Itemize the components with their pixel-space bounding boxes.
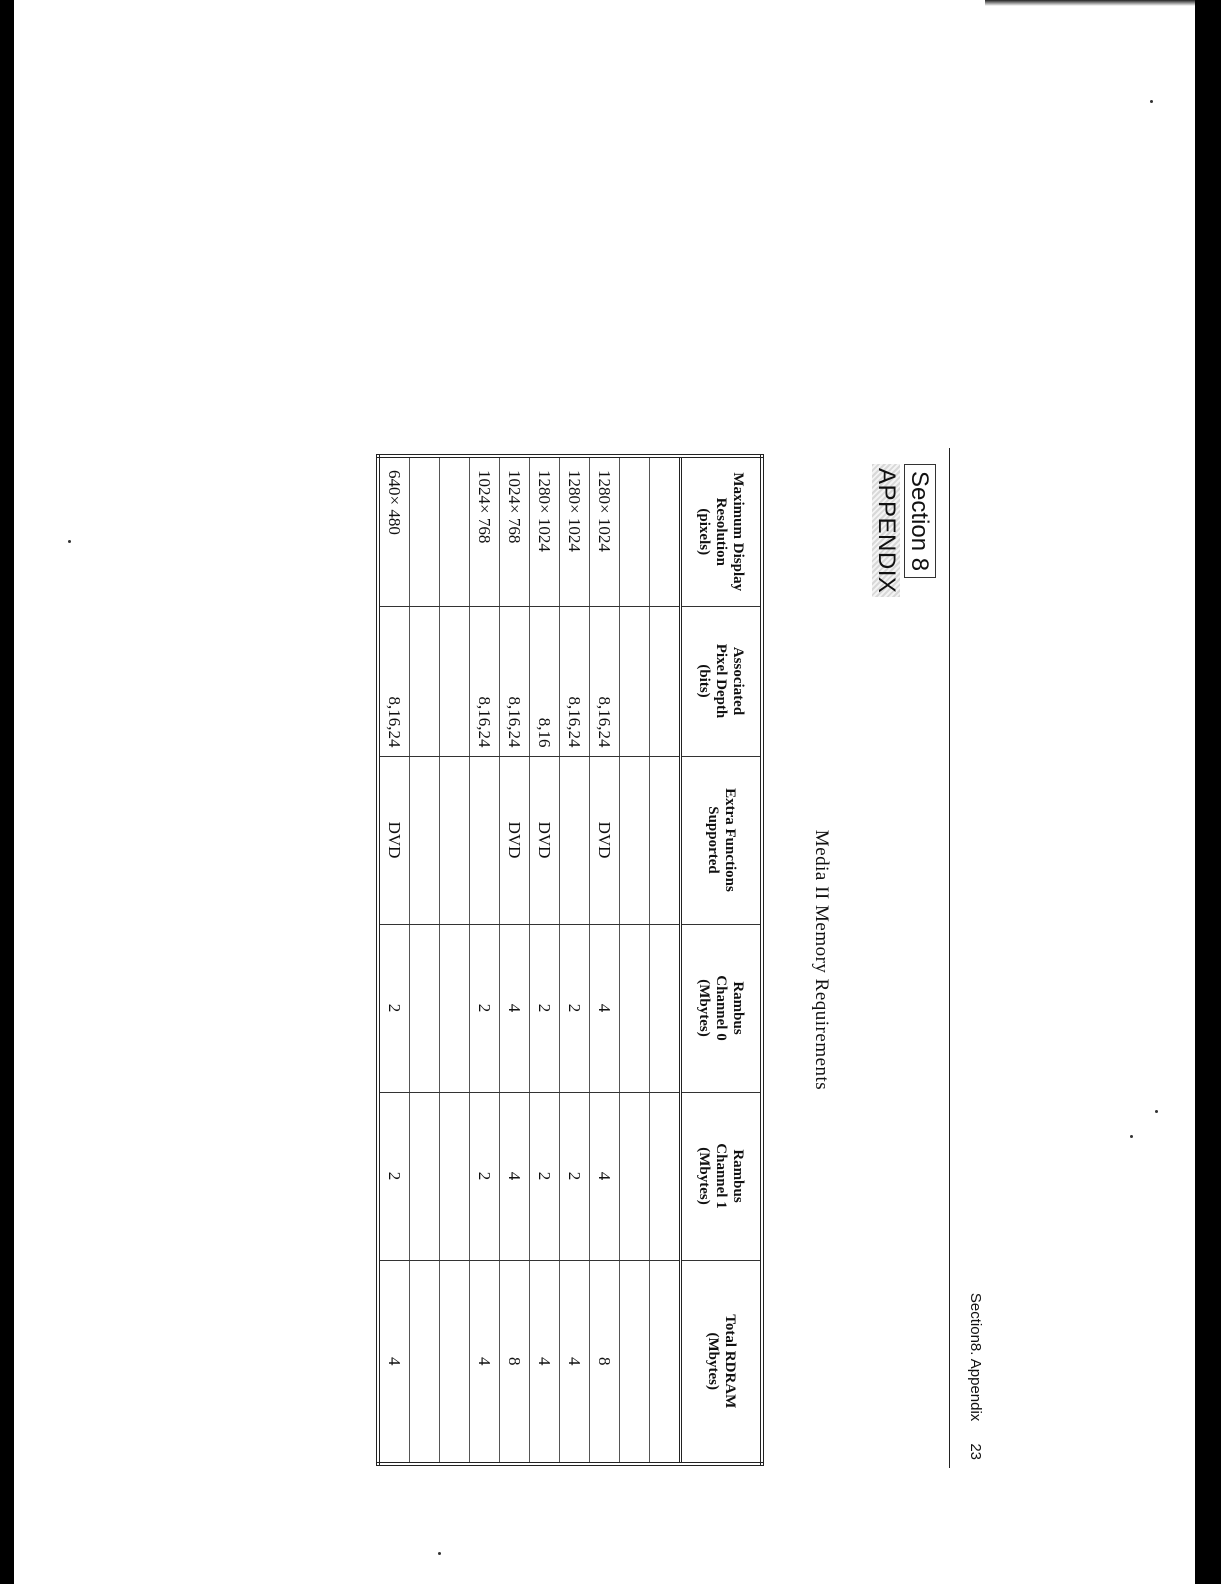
table-row xyxy=(590,456,620,1464)
section-label: Section 8 xyxy=(904,464,936,578)
cell-resolution: 1280× 1024 xyxy=(590,456,620,606)
cell-total: 8 xyxy=(590,1260,620,1464)
cell-total: 8 xyxy=(500,1260,530,1464)
table-row xyxy=(620,456,650,1464)
header-line: Rambus xyxy=(730,981,747,1035)
scan-edge-right xyxy=(1195,0,1221,1584)
cell-total xyxy=(440,1260,470,1464)
cell-channel-0: 4 xyxy=(500,924,530,1092)
cell-channel-1: 4 xyxy=(500,1092,530,1260)
scan-edge-left xyxy=(0,0,14,1584)
cell-channel-0: 2 xyxy=(560,924,590,1092)
cell-channel-1: 2 xyxy=(470,1092,500,1260)
cell-resolution: 640× 480 xyxy=(378,456,410,606)
rotated-page xyxy=(350,440,984,1480)
running-head-section: Section8. Appendix xyxy=(967,1292,984,1422)
header-line: Channel 1 xyxy=(713,1143,730,1209)
cell-channel-0 xyxy=(440,924,470,1092)
table-row xyxy=(650,456,681,1464)
table-row xyxy=(378,456,410,1464)
header-line: (bits) xyxy=(696,664,713,698)
header-rule xyxy=(949,448,950,1468)
cell-resolution: 1280× 1024 xyxy=(530,456,560,606)
cell-channel-1: 4 xyxy=(590,1092,620,1260)
header-line: Channel 0 xyxy=(713,975,730,1041)
cell-channel-1: 2 xyxy=(560,1092,590,1260)
cell-total xyxy=(410,1260,440,1464)
cell-channel-1: 2 xyxy=(530,1092,560,1260)
col-header-resolution xyxy=(681,456,763,606)
cell-channel-1 xyxy=(650,1092,681,1260)
table-header-row xyxy=(681,456,763,1464)
cell-total xyxy=(620,1260,650,1464)
cell-extra-functions: DVD xyxy=(530,756,560,924)
col-header-pixel-depth xyxy=(681,606,763,756)
cell-channel-1 xyxy=(620,1092,650,1260)
table-row xyxy=(530,456,560,1464)
header-line: Supported xyxy=(705,806,721,874)
cell-extra-functions xyxy=(650,756,681,924)
table-row xyxy=(470,456,500,1464)
cell-extra-functions xyxy=(560,756,590,924)
cell-extra-functions xyxy=(410,756,440,924)
col-header-extra-functions xyxy=(681,756,763,924)
cell-extra-functions xyxy=(440,756,470,924)
cell-resolution xyxy=(410,456,440,606)
cell-extra-functions: DVD xyxy=(378,756,410,924)
cell-pixel-depth: 8,16 xyxy=(530,606,560,756)
scan-speck xyxy=(68,540,71,543)
header-line: (Mbytes) xyxy=(696,1147,713,1205)
col-header-channel-1 xyxy=(681,1092,763,1260)
cell-total: 4 xyxy=(560,1260,590,1464)
header-line: Maximum Display xyxy=(730,472,747,592)
cell-channel-0: 2 xyxy=(470,924,500,1092)
cell-extra-functions xyxy=(620,756,650,924)
header-line: Resolution xyxy=(713,497,730,566)
running-head xyxy=(967,1293,984,1460)
cell-pixel-depth xyxy=(620,606,650,756)
scan-speck xyxy=(1155,1110,1158,1113)
header-line: Extra Functions xyxy=(722,788,738,892)
cell-extra-functions: DVD xyxy=(590,756,620,924)
page-number: 23 xyxy=(967,1443,984,1460)
cell-resolution xyxy=(620,456,650,606)
cell-resolution: 1280× 1024 xyxy=(560,456,590,606)
cell-pixel-depth xyxy=(650,606,681,756)
cell-resolution: 1024× 768 xyxy=(470,456,500,606)
cell-channel-1 xyxy=(440,1092,470,1260)
cell-pixel-depth: 8,16,24 xyxy=(500,606,530,756)
scan-speck xyxy=(1130,1135,1133,1138)
cell-total xyxy=(650,1260,681,1464)
cell-resolution: 1024× 768 xyxy=(500,456,530,606)
cell-pixel-depth: 8,16,24 xyxy=(560,606,590,756)
col-header-total-rdram xyxy=(681,1260,763,1464)
cell-pixel-depth: 8,16,24 xyxy=(470,606,500,756)
cell-pixel-depth: 8,16,24 xyxy=(378,606,410,756)
cell-total: 4 xyxy=(470,1260,500,1464)
header-line: Total RDRAM xyxy=(722,1314,738,1409)
header-line: Rambus xyxy=(730,1149,747,1203)
cell-channel-1: 2 xyxy=(378,1092,410,1260)
cell-channel-0 xyxy=(620,924,650,1092)
cell-channel-0: 2 xyxy=(378,924,410,1092)
cell-extra-functions xyxy=(470,756,500,924)
header-line: Pixel Depth xyxy=(713,643,730,719)
cell-channel-0 xyxy=(410,924,440,1092)
cell-extra-functions: DVD xyxy=(500,756,530,924)
header-line: (Mbytes) xyxy=(696,979,713,1037)
cell-pixel-depth: 8,16,24 xyxy=(590,606,620,756)
appendix-heading: APPENDIX xyxy=(872,464,900,597)
table-row xyxy=(500,456,530,1464)
cell-total: 4 xyxy=(378,1260,410,1464)
cell-resolution xyxy=(650,456,681,606)
scan-edge-top xyxy=(985,0,1195,6)
header-line: (pixels) xyxy=(696,508,713,556)
table-row xyxy=(410,456,440,1464)
header-line: (Mbytes) xyxy=(705,1332,721,1390)
scan-speck xyxy=(1150,100,1153,103)
cell-channel-0: 4 xyxy=(590,924,620,1092)
header-line: Associated xyxy=(730,646,747,716)
cell-channel-0 xyxy=(650,924,681,1092)
table-row xyxy=(440,456,470,1464)
cell-channel-0: 2 xyxy=(530,924,560,1092)
cell-pixel-depth xyxy=(410,606,440,756)
cell-total: 4 xyxy=(530,1260,560,1464)
cell-channel-1 xyxy=(410,1092,440,1260)
memory-requirements-table xyxy=(376,454,764,1466)
table-title: Media II Memory Requirements xyxy=(811,829,832,1091)
scan-speck xyxy=(438,1552,441,1555)
table-row xyxy=(560,456,590,1464)
cell-resolution xyxy=(440,456,470,606)
col-header-channel-0 xyxy=(681,924,763,1092)
cell-pixel-depth xyxy=(440,606,470,756)
